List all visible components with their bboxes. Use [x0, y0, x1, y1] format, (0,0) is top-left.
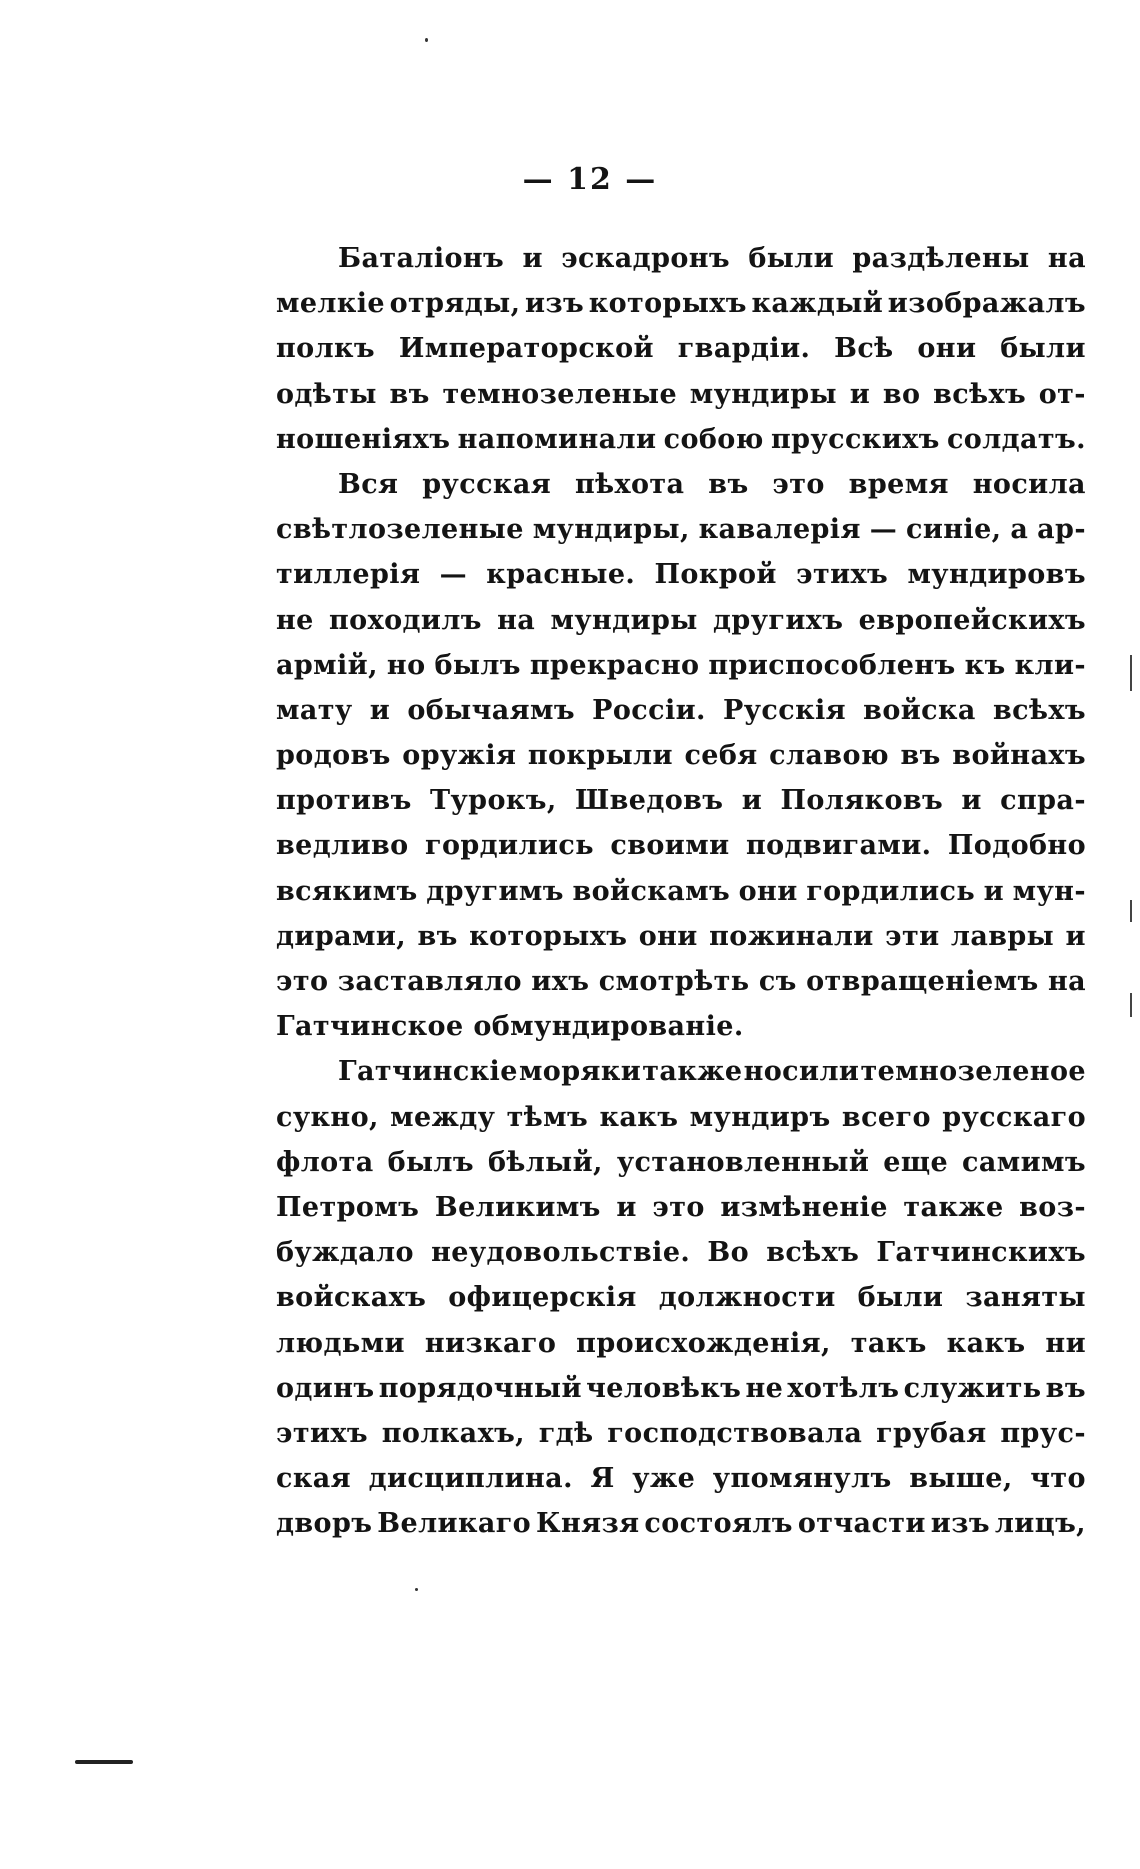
- word: каждый: [751, 288, 884, 320]
- word: отвращеніемъ: [806, 966, 1039, 997]
- text-line: [276, 914, 1086, 959]
- word: въ: [417, 920, 458, 952]
- word: низкаго: [424, 1327, 557, 1359]
- word: противъ: [276, 785, 412, 817]
- word: ни: [1045, 1327, 1086, 1359]
- word: от-: [1038, 378, 1086, 410]
- page-number: — 12 —: [522, 162, 658, 197]
- text-line: [276, 1275, 1086, 1320]
- word: буждало: [276, 1237, 414, 1269]
- word: которыхъ: [469, 920, 628, 952]
- word: былъ: [387, 1146, 474, 1178]
- word: ношеніяхъ: [276, 423, 451, 455]
- word: Покрой: [654, 559, 777, 591]
- word: кавалерія: [698, 514, 861, 546]
- text-line: [276, 1501, 1086, 1546]
- text-line: [276, 643, 1086, 688]
- word: всѣхъ: [766, 1237, 860, 1269]
- word: изъ: [524, 288, 585, 320]
- text-line: [276, 1230, 1086, 1275]
- word: но: [386, 649, 426, 681]
- word: служить: [903, 1372, 1042, 1404]
- text-line: [276, 281, 1086, 326]
- word: всѣхъ: [992, 694, 1086, 726]
- word: это: [276, 966, 329, 997]
- word: они: [917, 333, 977, 365]
- word: приспособленъ: [708, 649, 956, 681]
- word: мун-: [1012, 875, 1086, 907]
- word: воз-: [1019, 1191, 1086, 1223]
- scan-speck: [415, 1588, 418, 1591]
- word: были: [748, 243, 835, 274]
- word: во: [882, 378, 921, 410]
- text-line: [276, 1366, 1086, 1411]
- word: —: [439, 559, 467, 591]
- word: въ: [900, 740, 941, 772]
- text-line: [276, 507, 1086, 552]
- word: Русскія: [723, 694, 846, 726]
- word: собою: [663, 423, 764, 455]
- word: это: [652, 1191, 705, 1223]
- word: мундиръ: [689, 1101, 831, 1133]
- word: господствовала: [607, 1417, 863, 1449]
- word: пожинали: [709, 920, 874, 952]
- text-line: [276, 462, 1086, 507]
- word: тиллерія: [276, 559, 421, 591]
- word: что: [1030, 1463, 1086, 1495]
- word: одѣты: [276, 378, 377, 410]
- word: синіе,: [906, 514, 1002, 546]
- word: полкахъ,: [381, 1417, 525, 1449]
- text-line: [276, 823, 1086, 868]
- word: всякимъ: [276, 875, 418, 907]
- word: къ: [964, 649, 1006, 681]
- word: Подобно: [947, 830, 1086, 862]
- word: не: [745, 1372, 784, 1404]
- word: грубая: [876, 1417, 987, 1449]
- word: всего: [841, 1101, 931, 1133]
- text-line: [276, 372, 1086, 417]
- word: и: [522, 243, 543, 274]
- word: мундиры: [689, 378, 837, 410]
- word: лицъ,: [994, 1508, 1086, 1540]
- word: Поляковъ: [780, 785, 944, 817]
- word: другихъ: [713, 604, 844, 636]
- word: носила: [972, 468, 1086, 500]
- word: какъ: [946, 1327, 1026, 1359]
- word: съ: [758, 966, 797, 997]
- word: войска: [863, 694, 976, 726]
- word: также: [903, 1191, 1004, 1223]
- word: и: [369, 694, 391, 726]
- word: Во: [707, 1237, 750, 1269]
- word: изъ: [930, 1508, 990, 1540]
- text-line: [276, 1456, 1086, 1501]
- word: отчасти: [797, 1508, 926, 1540]
- text-line: [276, 552, 1086, 597]
- word: Князя: [536, 1508, 640, 1540]
- word: походилъ: [329, 604, 482, 636]
- word: хотѣлъ: [787, 1372, 900, 1404]
- word: были: [1000, 333, 1086, 365]
- word: уже: [632, 1463, 696, 1495]
- word: гордились: [806, 875, 976, 907]
- word: дирами,: [276, 920, 407, 952]
- word: они: [638, 920, 698, 952]
- word: Петромъ: [276, 1191, 420, 1223]
- word: полкъ: [276, 333, 376, 365]
- word: не: [276, 604, 314, 636]
- word: это: [772, 468, 825, 500]
- word: и: [983, 875, 1005, 907]
- word: Шведовъ: [574, 785, 724, 817]
- word: сукно,: [276, 1101, 379, 1133]
- word: въ: [708, 468, 749, 500]
- word: порядочный: [378, 1372, 582, 1404]
- word: заняты: [965, 1282, 1086, 1314]
- text-line: [276, 688, 1086, 733]
- word: и: [616, 1191, 637, 1223]
- word: гдѣ: [538, 1417, 594, 1449]
- word: другимъ: [426, 875, 564, 907]
- word: дворъ: [276, 1508, 373, 1540]
- paragraph-2: [276, 462, 1086, 1049]
- word: измѣненіе: [720, 1191, 888, 1223]
- word: этихъ: [276, 1417, 369, 1449]
- word: состоялъ: [644, 1508, 793, 1540]
- word: мундиры,: [532, 514, 690, 546]
- word: своими: [610, 830, 730, 862]
- word: они: [738, 875, 798, 907]
- word: такъ: [850, 1327, 927, 1359]
- text-line: [276, 417, 1086, 462]
- word: войскахъ: [276, 1282, 427, 1314]
- word: упомянулъ: [712, 1463, 892, 1495]
- word: на: [497, 604, 536, 636]
- word: оружія: [402, 740, 517, 772]
- word: войскамъ: [572, 875, 731, 907]
- word: солдатъ.: [946, 423, 1086, 455]
- word: Вся: [338, 468, 399, 500]
- word: мундировъ: [907, 559, 1086, 591]
- word: Гатчинскіе: [338, 1056, 518, 1088]
- word: Гатчинскихъ: [876, 1237, 1086, 1269]
- word: Всѣ: [834, 333, 894, 365]
- word: пѣхота: [574, 468, 685, 500]
- word: Великаго: [377, 1508, 532, 1540]
- word: Я: [590, 1463, 615, 1495]
- word: въ: [389, 378, 430, 410]
- word: еще: [883, 1146, 949, 1178]
- word: а: [1010, 514, 1029, 546]
- word: всѣхъ: [933, 378, 1027, 410]
- word: европейскихъ: [858, 604, 1086, 636]
- word: армій,: [276, 649, 378, 681]
- word: въ: [1045, 1372, 1086, 1404]
- text-line: [276, 1321, 1086, 1366]
- word: изображалъ: [887, 288, 1086, 320]
- word: время: [848, 468, 949, 500]
- word: которыхъ: [588, 288, 747, 320]
- text-line: [276, 598, 1086, 643]
- word: Баталіонъ: [338, 243, 505, 274]
- word: прекрасно: [529, 649, 700, 681]
- word: происхожденія,: [576, 1327, 831, 1359]
- word: родовъ: [276, 740, 391, 772]
- word: эскадронъ: [561, 243, 731, 274]
- word: людьми: [276, 1327, 405, 1359]
- word: раздѣлены: [852, 243, 1030, 274]
- word: себя: [684, 740, 758, 772]
- text-line: [276, 326, 1086, 371]
- word: отряды,: [389, 288, 521, 320]
- word: установленный: [616, 1146, 870, 1178]
- word: прусскихъ: [770, 423, 940, 455]
- text-line: [276, 869, 1086, 914]
- word: были: [857, 1282, 944, 1314]
- text-line: [276, 1095, 1086, 1140]
- text-line: [276, 1140, 1086, 1185]
- text-line: [276, 1185, 1086, 1230]
- text-line: Гатчинское обмундированіе.: [276, 1011, 744, 1043]
- word: между: [390, 1101, 496, 1133]
- word: одинъ: [276, 1372, 375, 1404]
- word: самимъ: [961, 1146, 1086, 1178]
- word: и: [1065, 920, 1086, 952]
- margin-mark: [1130, 655, 1132, 691]
- word: покрыли: [527, 740, 673, 772]
- word: должности: [658, 1282, 836, 1314]
- word: тѣмъ: [506, 1101, 589, 1133]
- word: подвигами.: [745, 830, 932, 862]
- word: спра-: [1000, 785, 1086, 817]
- word: человѣкъ: [586, 1372, 742, 1404]
- word: выше,: [909, 1463, 1013, 1495]
- paragraph-3: [276, 1049, 1086, 1546]
- word: какъ: [599, 1101, 679, 1133]
- text-line: [276, 959, 1086, 1004]
- word: Императорской: [398, 333, 654, 365]
- word: моряки: [518, 1056, 642, 1088]
- word: также: [642, 1056, 743, 1088]
- text-line: [276, 1049, 1086, 1094]
- scan-speck: [425, 38, 428, 42]
- word: неудовольствіе.: [431, 1237, 691, 1269]
- word: офицерскія: [448, 1282, 637, 1314]
- word: —: [869, 514, 898, 546]
- word: Турокъ,: [429, 785, 557, 817]
- scan-dash-mark: [75, 1760, 133, 1764]
- word: славою: [769, 740, 889, 772]
- word: лавры: [950, 920, 1055, 952]
- word: темнозеленое: [860, 1056, 1086, 1088]
- word: заставляло: [337, 966, 522, 997]
- word: обычаямъ: [407, 694, 575, 726]
- word: мату: [276, 694, 353, 726]
- word: на: [1047, 966, 1086, 997]
- word: носили: [743, 1056, 860, 1088]
- word: русская: [422, 468, 552, 500]
- word: ведливо: [276, 830, 409, 862]
- word: бѣлый,: [487, 1146, 603, 1178]
- word: и: [849, 378, 871, 410]
- text-line: [276, 733, 1086, 778]
- word: дисциплина.: [368, 1463, 573, 1495]
- word: и: [961, 785, 982, 817]
- word: русскаго: [942, 1101, 1086, 1133]
- word: былъ: [434, 649, 521, 681]
- word: мелкіе: [276, 288, 386, 320]
- word: напоминали: [457, 423, 657, 455]
- word: на: [1047, 243, 1086, 274]
- text-line: [276, 778, 1086, 823]
- word: прус-: [1000, 1417, 1086, 1449]
- word: гордились: [425, 830, 594, 862]
- text-line: [276, 236, 1086, 281]
- word: ихъ: [531, 966, 590, 997]
- word: мундиры: [550, 604, 698, 636]
- word: войнахъ: [952, 740, 1086, 772]
- word: ар-: [1037, 514, 1086, 546]
- word: эти: [885, 920, 940, 952]
- word: гвардіи.: [677, 333, 811, 365]
- word: и: [741, 785, 763, 817]
- word: этихъ: [796, 559, 889, 591]
- word: красные.: [486, 559, 636, 591]
- word: кли-: [1014, 649, 1086, 681]
- word: темнозеленые: [442, 378, 678, 410]
- word: смотрѣть: [598, 966, 750, 997]
- word: ская: [276, 1463, 351, 1495]
- word: свѣтлозеленые: [276, 514, 524, 546]
- word: Великимъ: [434, 1191, 601, 1223]
- paragraph-1: [276, 236, 1086, 462]
- margin-mark: [1130, 993, 1132, 1017]
- word: Россіи.: [592, 694, 706, 726]
- text-line: [276, 1411, 1086, 1456]
- text-block: [276, 236, 1086, 1546]
- margin-mark: [1130, 900, 1132, 922]
- word: флота: [276, 1146, 374, 1178]
